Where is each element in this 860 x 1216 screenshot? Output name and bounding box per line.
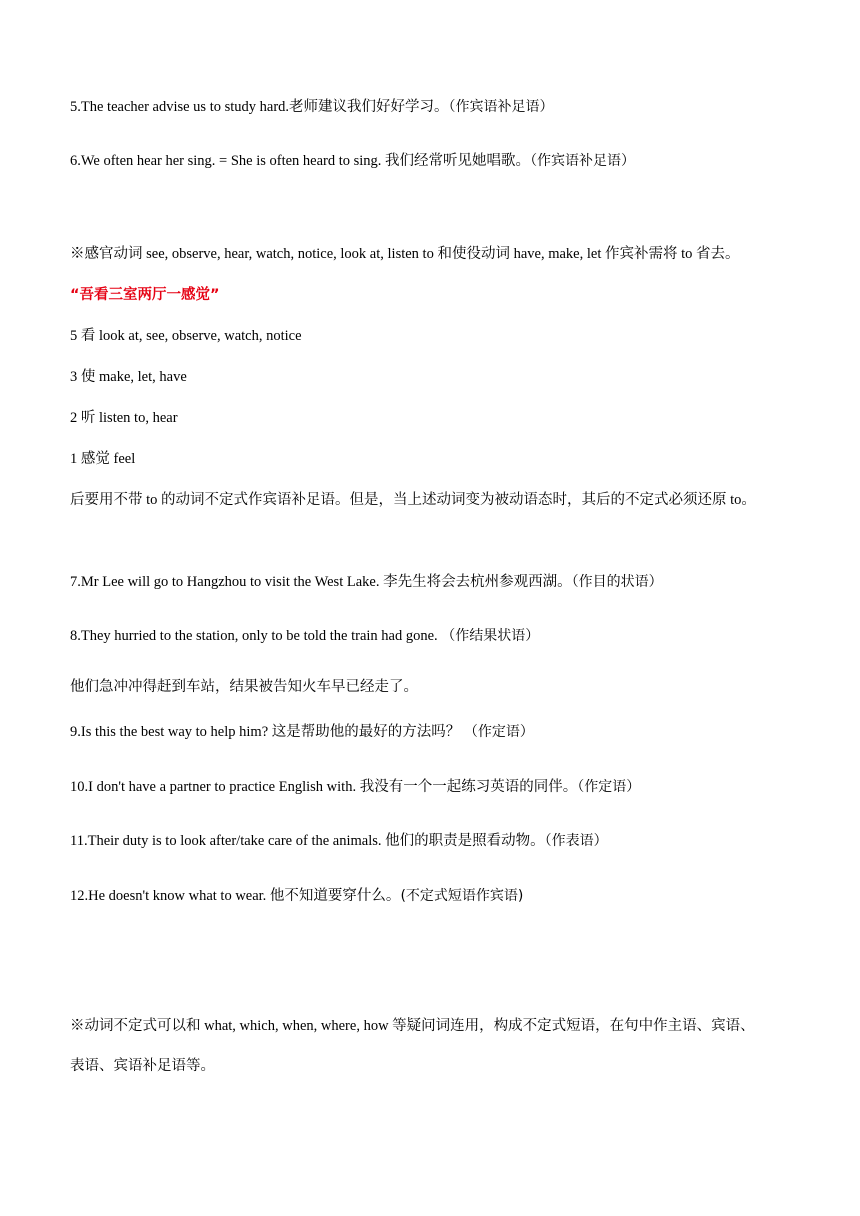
example-text: 10.I don't have a partner to practice English with. 我没有一个一起练习英语的同伴。: [70, 779, 578, 795]
mnemonic-3: 3 使 make, let, have: [70, 369, 187, 385]
example-8: [70, 626, 539, 646]
rule-text: 后要用不带 to 的动词不定式作宾语补足语。但是，当上述动词变为被动语态时，其后的不定式必须还原 to。: [70, 492, 756, 508]
example-text: 6.We often hear her sing. = She is often heard to sing. 我们经常听见她唱歌。: [70, 153, 531, 169]
note-wh-infinitive-cont: 表语、宾语补足语等。: [70, 1058, 215, 1074]
example-text: 8.They hurried to the station, only to be told the train had gone.: [70, 628, 442, 644]
example-text: 11.Their duty is to look after/take care of the animals. 他们的职责是照看动物。: [70, 833, 545, 849]
function-tag: (不定式短语作宾语): [400, 888, 524, 904]
example-6: [70, 151, 635, 171]
example-8-translation: 他们急冲冲得赶到车站，结果被告知火车早已经走了。: [70, 679, 418, 695]
function-tag: （作结果状语）: [441, 628, 540, 644]
example-5: [70, 97, 554, 117]
example-text: 7.Mr Lee will go to Hangzhou to visit the West Lake. 李先生将会去杭州参观西湖。: [70, 574, 572, 590]
note-perception-verbs: ※感官动词 see, observe, hear, watch, notice, look at, listen to 和使役动词 have, make, let 作宾补需将 to 省去。: [70, 246, 740, 262]
example-text: 9.Is this the best way to help him? 这是帮助他的最好的方法吗？: [70, 724, 464, 740]
example-11: [70, 831, 608, 851]
mnemonic-5: 5 看 look at, see, observe, watch, notice: [70, 328, 302, 344]
mnemonic-title: “吾看三室两厅一感觉”: [70, 287, 220, 303]
function-tag: （作目的状语）: [571, 574, 663, 590]
note-wh-infinitive: ※动词不定式可以和 what, which, when, where, how 等疑问词连用，构成不定式短语，在句中作主语、宾语、: [70, 1018, 755, 1034]
example-9: [70, 722, 534, 742]
function-tag: （作定语）: [577, 779, 641, 795]
mnemonic-1: 1 感觉 feel: [70, 451, 136, 467]
example-12: [70, 886, 523, 906]
function-tag: （作宾语补足语）: [448, 99, 554, 115]
example-text: 5.The teacher advise us to study hard.老师建议我们好好学习。: [70, 99, 449, 115]
function-tag: （作宾语补足语）: [530, 153, 636, 169]
function-tag: （作表语）: [544, 833, 608, 849]
mnemonic-2: 2 听 listen to, hear: [70, 410, 178, 426]
example-7: [70, 572, 663, 592]
function-tag: （作定语）: [463, 724, 534, 740]
example-10: [70, 777, 640, 797]
example-text: 12.He doesn't know what to wear. 他不知道要穿什么。: [70, 888, 401, 904]
